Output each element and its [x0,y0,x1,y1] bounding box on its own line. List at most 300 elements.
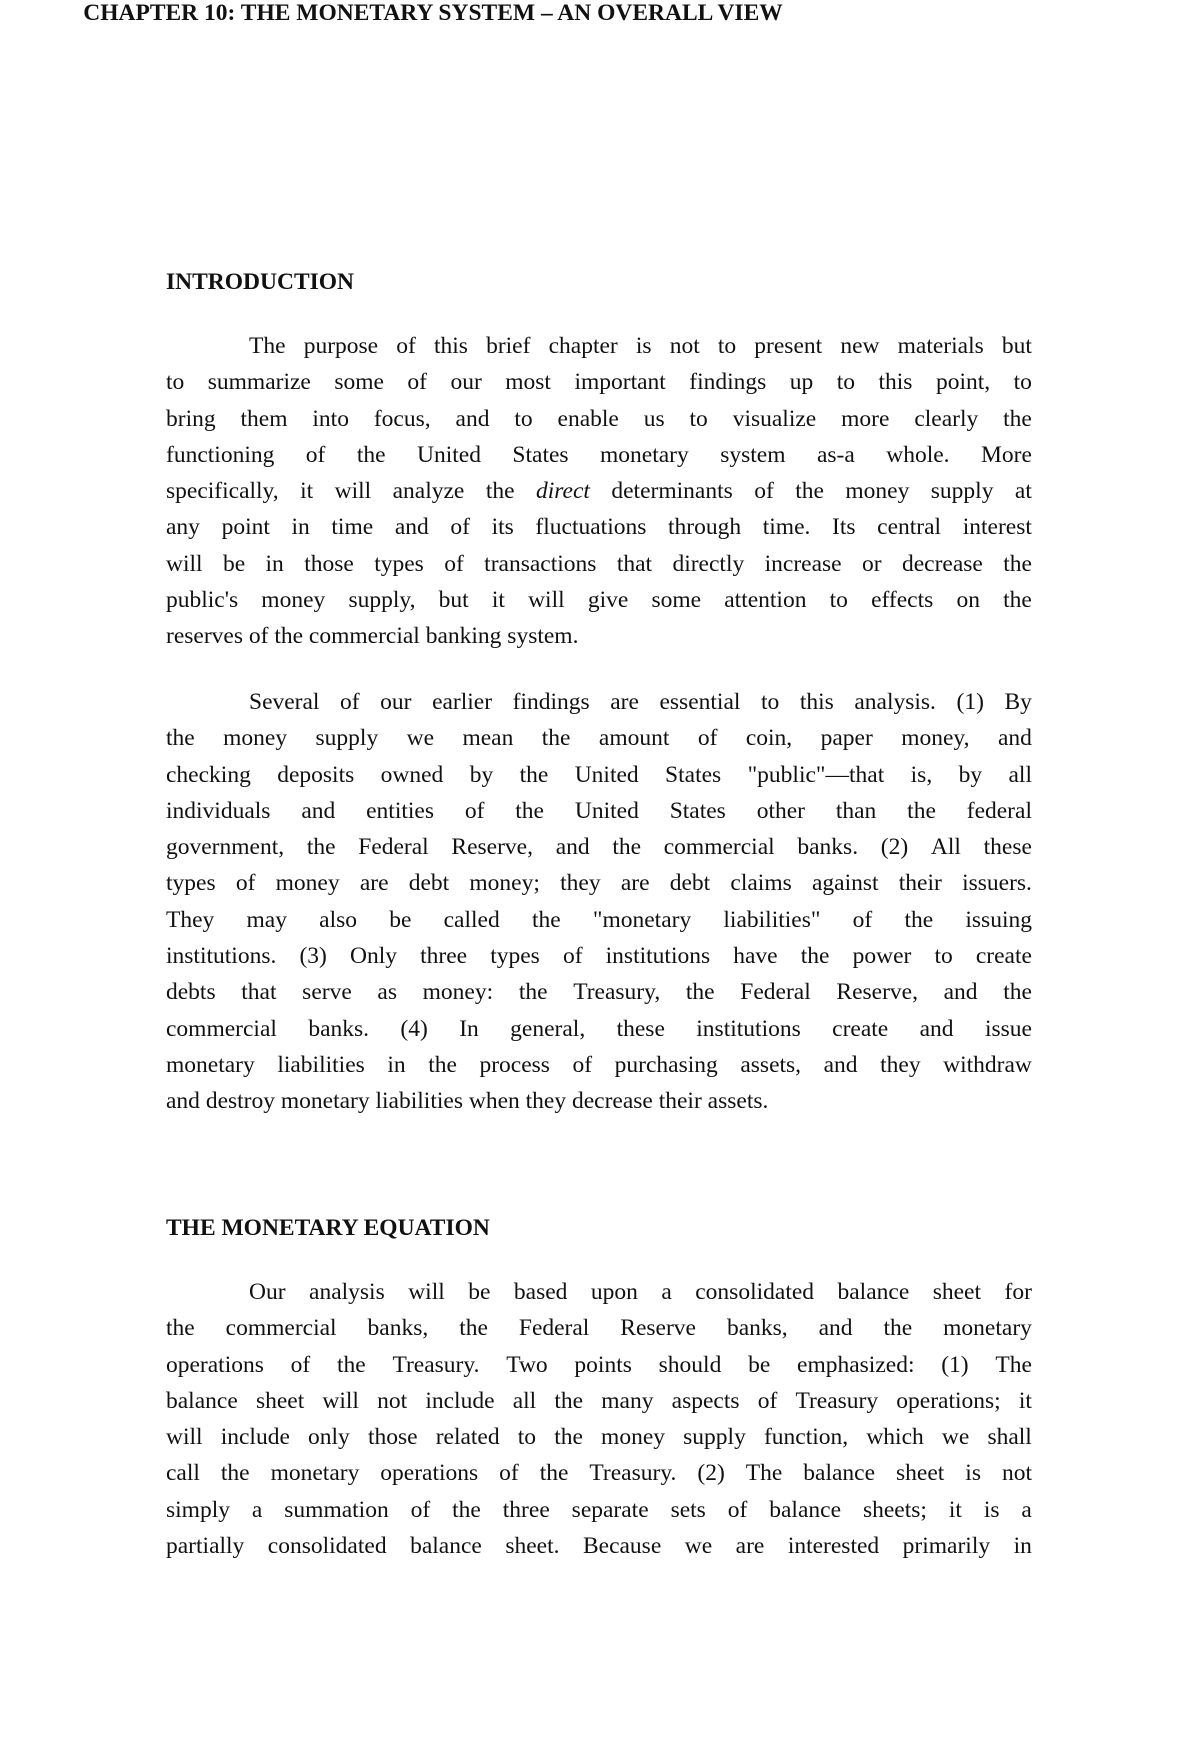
word: they [880,1051,921,1078]
word: debt [669,870,711,897]
word: in [1013,1533,1032,1560]
word: claims [730,870,792,897]
word: institutions [605,943,711,970]
word: interest [962,514,1032,541]
word: deposits [277,761,355,788]
word: central [877,514,942,541]
text-line [166,720,1032,756]
word: Because [582,1533,662,1560]
word: All [930,834,961,861]
word: our [380,689,412,715]
section-heading-monetary-equation: THE MONETARY EQUATION [166,1215,490,1241]
word: (3) [299,943,327,970]
text-line [166,328,1032,364]
word: materials [897,333,984,359]
word: and [394,514,429,541]
text-line [166,1011,1032,1047]
word: we [406,725,435,752]
word: is, [910,761,933,788]
word: of [562,943,583,970]
word: withdraw [943,1051,1032,1078]
word: "public"—that [747,761,885,788]
text-line [166,865,1032,901]
word: they [560,870,601,897]
word: will [528,587,565,614]
word: types [490,943,540,970]
word: some [651,587,702,614]
word: interested [787,1533,880,1560]
word: the [612,834,642,861]
word: entities [366,797,434,824]
word: decrease [901,550,983,577]
word: the [883,1315,913,1342]
word: institutions [696,1015,801,1042]
word: point [221,514,270,541]
word: sheet [255,1387,305,1414]
word: destroy [205,1088,275,1115]
word: also [319,906,358,933]
word: all [512,1387,537,1414]
text-line [166,618,1032,654]
word: the [356,441,386,468]
word: emphasized: [797,1351,915,1378]
word: in [291,514,310,541]
word: money: [422,979,494,1006]
word: and [166,1088,200,1115]
word: a [1021,1496,1032,1523]
word: monetary [166,1051,255,1078]
word: when [468,1088,520,1115]
word: bring [166,405,216,432]
word: to [166,369,185,396]
word: analysis. [854,689,936,715]
word: States [669,797,726,824]
word: States [512,441,569,468]
word: to [934,943,953,970]
word: the [1003,979,1032,1006]
text-line [166,401,1032,437]
word: chapter [548,333,618,359]
word: a [251,1496,263,1523]
word: call [166,1460,200,1487]
word: issuers. [962,870,1032,897]
word: power [852,943,912,970]
word: of [757,1387,778,1414]
word: of [290,1351,311,1378]
word: system [720,441,786,468]
word: money, [901,725,970,752]
word: the [515,797,544,824]
word: essential [659,689,741,715]
text-line [166,473,1032,509]
word: the [336,1351,366,1378]
word: and [919,1015,954,1042]
word: the [800,943,830,970]
word: of [235,870,256,897]
word: consolidated [695,1279,815,1305]
word: on [956,587,980,614]
word: supply [315,725,379,752]
word: whole. [886,441,950,468]
word: but [1001,333,1032,359]
word: monetary [270,1460,360,1487]
word: in [387,1051,406,1078]
word: process [479,1051,550,1078]
word: that [241,979,277,1006]
word: of [248,623,269,650]
word: we [684,1533,713,1560]
word: specifically, [166,478,279,505]
word: based [513,1279,568,1305]
word: The [249,333,286,359]
word: coin, [745,725,793,752]
word: analysis [309,1279,385,1305]
word: summation [284,1496,389,1523]
word: not [377,1387,408,1414]
word: Treasury, [573,979,661,1006]
word: supply [930,478,994,505]
word: Reserve, [836,979,918,1006]
word: By [1004,689,1032,715]
word: all [1008,761,1032,788]
word: to [514,405,533,432]
word: sheet. [505,1533,560,1560]
word: sets [670,1496,706,1523]
word: those [367,1424,418,1451]
text-line [166,509,1032,545]
word: Our [249,1279,286,1305]
word: (1) [941,1351,969,1378]
word: Two [506,1351,548,1378]
text-line [166,793,1032,829]
word: are [359,870,389,897]
text-line [166,974,1032,1010]
word: sheets; [862,1496,927,1523]
word: money [275,870,340,897]
word: commercial [225,1315,337,1342]
text-line [166,684,1032,720]
word: findings [689,369,767,396]
text-line [166,757,1032,793]
word: most [505,369,551,396]
word: money [261,587,326,614]
word: any [166,514,200,541]
text-line [166,364,1032,400]
word: States [665,761,722,788]
word: of [697,725,718,752]
word: against [811,870,879,897]
word: related [435,1424,500,1451]
word: is [965,1460,981,1487]
word: point, [935,369,991,396]
word: fluctuations [535,514,647,541]
word: of [407,369,427,396]
word: liabilities [277,1051,365,1078]
text-line [166,1455,1032,1491]
word: the [907,797,936,824]
word: the [166,1315,195,1342]
word: balance [410,1533,482,1560]
word: the [519,761,549,788]
word: Federal [358,834,429,861]
word: but [438,587,469,614]
text-line [166,1083,1032,1119]
word: up [789,369,814,396]
word: of [464,797,485,824]
word: partially [166,1533,245,1560]
word: money [601,1424,666,1451]
word: earlier [432,689,493,715]
word: mean [462,725,514,752]
word: a [661,1279,672,1305]
word: (2) [697,1460,725,1487]
word: the [1003,550,1032,577]
word: time [331,514,374,541]
word: the [274,623,304,650]
word: be [468,1279,491,1305]
word: the [904,906,934,933]
text-line [166,1347,1032,1383]
word: include [220,1424,290,1451]
text-line [166,546,1032,582]
word: "monetary [592,906,692,933]
word: banks, [367,1315,429,1342]
word: supply, [348,587,416,614]
word: and [301,797,336,824]
word: types [166,870,216,897]
paragraph [166,328,1032,655]
word: of [852,906,873,933]
word: are [620,870,650,897]
word: Only [350,943,397,970]
word: it [948,1496,962,1523]
word: balance [837,1279,910,1305]
word: them [240,405,288,432]
text-line [166,1383,1032,1419]
word: the [685,979,715,1006]
word: increase [764,550,842,577]
word: primarily [902,1533,991,1560]
word: (1) [956,689,984,715]
word: balance [166,1387,238,1414]
word: shall [987,1424,1032,1451]
word: and [943,979,978,1006]
word: Federal [518,1315,590,1342]
word: of [340,689,360,715]
word: issue [984,1015,1032,1042]
word: Its [832,514,856,541]
word: of [572,1051,593,1078]
word: amount [598,725,670,752]
word: the [220,1460,250,1487]
word: aspects [671,1387,740,1414]
word: transactions [484,550,597,577]
word: upon [590,1279,638,1305]
word: federal [966,797,1032,824]
word: that [616,550,653,577]
word: the [428,1051,457,1078]
word: for [1004,1279,1032,1305]
word: to [517,1424,537,1451]
word: money [223,725,288,752]
word: sheet [896,1460,945,1487]
word: owned [380,761,444,788]
word: the [1003,405,1032,432]
word: points [574,1351,632,1378]
word: be [748,1351,771,1378]
word: it [300,478,314,505]
text-line [166,437,1032,473]
word: which [866,1424,924,1451]
word: by [469,761,494,788]
paragraph [166,684,1032,1120]
word: banking [425,623,502,650]
word: and [818,1315,853,1342]
word: sheet [932,1279,982,1305]
word: monetary [280,1088,370,1115]
word: assets. [707,1088,769,1115]
word: visualize [732,405,817,432]
word: enable [557,405,619,432]
word: and [455,405,490,432]
word: general, [510,1015,586,1042]
word: to [689,405,708,432]
word: They [166,906,215,933]
word: debts [166,979,216,1006]
text-line [166,829,1032,865]
section-heading-introduction: INTRODUCTION [166,269,355,295]
paragraph [166,1274,1032,1564]
text-line [166,582,1032,618]
word: Reserve, [451,834,533,861]
word: clearly [914,405,979,432]
word: Several [249,689,320,715]
word: are [610,689,639,715]
word: and [997,725,1032,752]
word: some [334,369,384,396]
word: have [733,943,778,970]
word: debt [408,870,450,897]
word: this [799,689,834,715]
word: they [525,1088,567,1115]
word: give [587,587,629,614]
word: Treasury. [392,1351,480,1378]
word: operations; [896,1387,1001,1414]
word: the [541,725,571,752]
word: our [450,369,482,396]
word: of [450,514,470,541]
word: attention [724,587,807,614]
word: operations [166,1351,264,1378]
word: the [554,1387,584,1414]
word: will [334,478,372,505]
word: (2) [880,834,909,861]
word: banks. [308,1015,370,1042]
word: three [420,943,468,970]
word: issuing [965,906,1032,933]
word: we [941,1424,970,1451]
word: the [531,906,561,933]
word: purpose [303,333,379,359]
word: at [1014,478,1032,505]
word: will [166,1424,203,1451]
word: new [840,333,880,359]
word: The [995,1351,1032,1378]
word: focus, [373,405,431,432]
word: banks. [797,834,859,861]
word: United [574,761,639,788]
word: this [433,333,468,359]
word: this [878,369,913,396]
word: More [981,441,1032,468]
text-line [166,1047,1032,1083]
word: the [452,1496,481,1523]
word: liabilities" [723,906,821,933]
word: may [246,906,287,933]
word: separate [571,1496,649,1523]
word: commercial [166,1015,277,1042]
text-line [166,1528,1032,1564]
word: and [823,1051,858,1078]
text-line [166,1419,1032,1455]
word: time. [762,514,811,541]
word: by [958,761,983,788]
text-line [166,902,1032,938]
word: the [459,1315,488,1342]
word: analyze [392,478,465,505]
word: the [795,478,824,505]
word: include [425,1387,495,1414]
word: be [389,906,412,933]
word: determinants [611,478,733,505]
word: balance [803,1460,876,1487]
word: money [845,478,910,505]
word: the [485,478,515,505]
word: to [717,333,737,359]
word: decrease [571,1088,653,1115]
word: government, [166,834,285,861]
word: its [491,514,514,541]
word: not [669,333,700,359]
word: simply [166,1496,230,1523]
word: those [304,550,354,577]
word: operations [380,1460,479,1487]
word: the [518,979,548,1006]
word: their [898,870,942,897]
word: to [836,369,856,396]
word: checking [166,761,251,788]
word: the [1003,587,1032,614]
word: it [491,587,505,614]
word: be [222,550,246,577]
word: it [1018,1387,1032,1414]
word: these [616,1015,665,1042]
word: is [983,1496,1000,1523]
word: many [601,1387,654,1414]
word: more [841,405,890,432]
word: supply [683,1424,746,1451]
word: Treasury [795,1387,879,1414]
word: as-a [816,441,855,468]
word: functioning [166,441,275,468]
word: Federal [740,979,811,1006]
word: banks, [726,1315,788,1342]
word: institutions. [166,943,277,970]
word: of [727,1496,748,1523]
word: balance [769,1496,842,1523]
word: present [754,333,823,359]
word: of [410,1496,431,1523]
